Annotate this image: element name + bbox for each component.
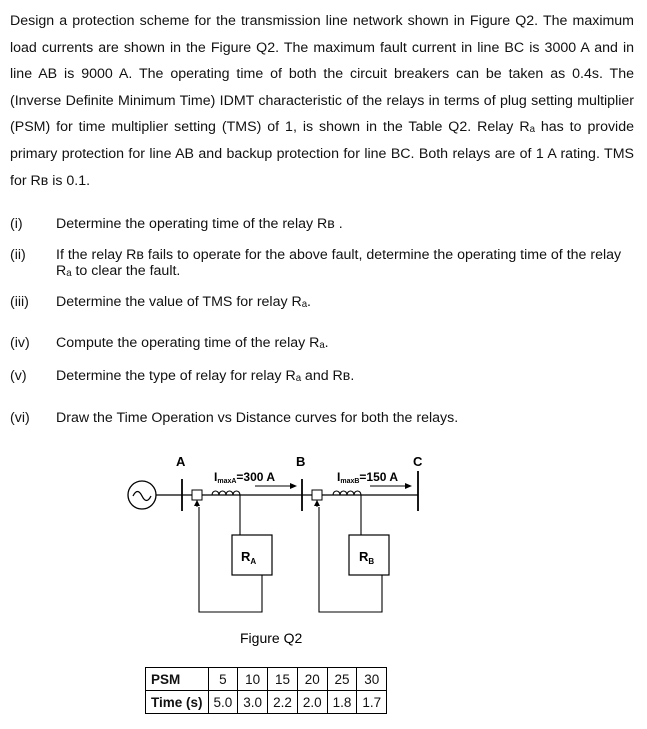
relay-a-letter: R <box>241 549 251 564</box>
question-number: (v) <box>10 368 27 384</box>
load-a-value: =300 A <box>236 470 276 484</box>
arrow-head-icon <box>405 483 412 489</box>
psm-cell: 10 <box>238 668 268 691</box>
question-number: (i) <box>10 216 23 232</box>
arrow-head-icon <box>290 483 297 489</box>
breaker-a-icon <box>192 490 202 500</box>
bus-b-label: B <box>296 454 306 469</box>
arrow-up-icon <box>194 500 200 506</box>
load-current-b-label <box>337 470 398 485</box>
load-a-prefix: I <box>214 470 218 484</box>
time-cell: 1.8 <box>327 691 357 714</box>
relay-a-sub: A <box>250 557 257 566</box>
time-cell: 1.7 <box>357 691 387 714</box>
relay-b-sub: B <box>368 557 375 566</box>
question-number: (iv) <box>10 335 30 351</box>
bus-c-label: C <box>413 454 423 469</box>
psm-cell: 20 <box>297 668 327 691</box>
psm-cell: 25 <box>327 668 357 691</box>
relay-b-letter: R <box>359 549 369 564</box>
question-number: (ii) <box>10 247 26 263</box>
question-text: If the relay Rʙ fails to operate for the above fault, determine the operating time of the relay Rₐ to clear the fault. <box>56 247 622 279</box>
question-text: Draw the Time Operation vs Distance curves for both the relays. <box>56 410 459 426</box>
psm-time-table <box>145 667 387 714</box>
problem-statement: Design a protection scheme for the transmission line network shown in Figure Q2. The maximum load currents are shown in the Figure Q2. The maximum fault current in line BC is 3000 A and in line AB is 9000 A. The operating time of both the circuit breakers can be taken as 0.4s. The (Inverse Definite Minimum Time) IDMT characteristic of the relays in terms of plug setting multiplier (PSM) for time multiplier setting (TMS) of 1, is shown in the Table Q2. Relay Rₐ has to provide primary protection for line AB and backup protection for line BC. Both relays are of 1 A rating. TMS for Rʙ is 0.1. <box>10 13 634 189</box>
relay-b-box <box>349 535 389 575</box>
time-cell: 2.2 <box>268 691 298 714</box>
load-b-value: =150 A <box>359 470 399 484</box>
question-number: (vi) <box>10 410 30 426</box>
sine-wave-icon <box>133 492 151 501</box>
question-text: Determine the value of TMS for relay Rₐ. <box>56 294 311 310</box>
psm-row <box>146 668 387 691</box>
psm-cell: 30 <box>357 668 387 691</box>
load-b-prefix: I <box>337 470 341 484</box>
time-cell: 5.0 <box>208 691 238 714</box>
time-cell: 3.0 <box>238 691 268 714</box>
load-current-a-label <box>214 470 275 485</box>
question-text: Determine the operating time of the relay Rʙ . <box>56 216 343 232</box>
psm-cell: 15 <box>268 668 298 691</box>
question-text: Determine the type of relay for relay Rₐ and Rʙ. <box>56 368 355 384</box>
load-b-sub: maxB <box>340 478 360 485</box>
figure-caption: Figure Q2 <box>240 630 303 646</box>
time-row <box>146 691 387 714</box>
question-number: (iii) <box>10 294 29 310</box>
psm-cell: 5 <box>208 668 238 691</box>
psm-header: PSM <box>146 668 209 691</box>
relay-a-box <box>232 535 272 575</box>
question-text: Compute the operating time of the relay Rₐ. <box>56 335 329 351</box>
breaker-b-icon <box>312 490 322 500</box>
bus-a-label: A <box>176 454 186 469</box>
time-cell: 2.0 <box>297 691 327 714</box>
load-a-sub: maxA <box>217 478 237 485</box>
arrow-up-icon <box>314 500 320 506</box>
time-header: Time (s) <box>146 691 209 714</box>
